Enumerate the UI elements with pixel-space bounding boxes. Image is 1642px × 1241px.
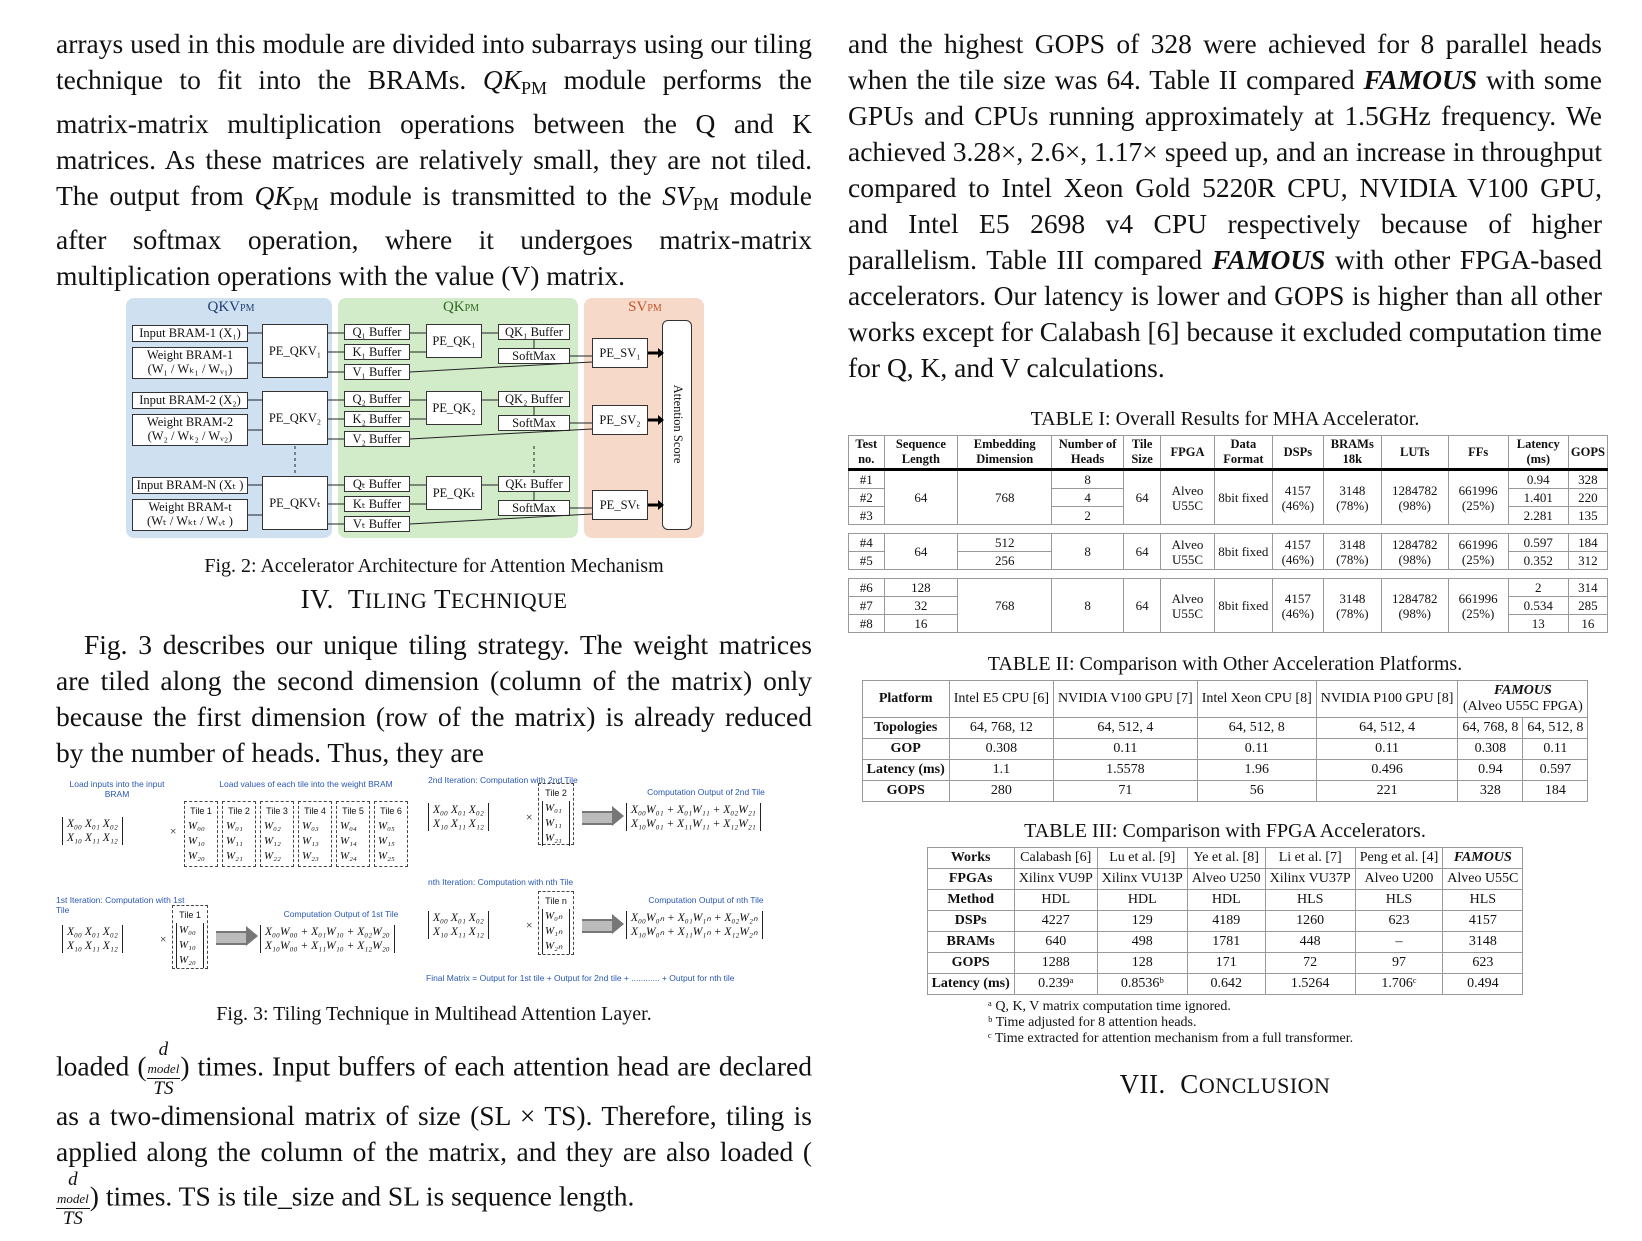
t3-row — [927, 869, 1523, 890]
t2-cell: 328 — [1458, 781, 1523, 802]
fig3-label-itern: nth Iteration: Computation with nth Tile — [428, 877, 574, 887]
t1-header-cell: BRAMs 18k — [1323, 436, 1381, 470]
t3-cell: Alveo U250 — [1187, 869, 1265, 890]
t3-row — [927, 890, 1523, 911]
q-buffer-2: Q₂ Buffer — [344, 391, 410, 407]
t3-cell: 498 — [1097, 932, 1187, 953]
t2-header-famous: FAMOUS (Alveo U55C FPGA) — [1458, 681, 1588, 718]
t1-header-cell: LUTs — [1381, 436, 1448, 470]
t3-cell: 0.642 — [1187, 974, 1265, 995]
t1-header-cell: GOPS — [1568, 436, 1607, 470]
pe-sv-t: PE_SVₜ — [592, 490, 648, 520]
t3-header-col: Lu et al. [9] — [1097, 848, 1187, 869]
t3-cell: Xilinx VU37P — [1265, 869, 1355, 890]
t3-cell: 1288 — [1014, 953, 1097, 974]
v-buffer-2: V₂ Buffer — [344, 431, 410, 447]
t3-cell: 1260 — [1265, 911, 1355, 932]
t1-cell: 1284782 (98%) — [1381, 470, 1448, 525]
figure-3-caption: Fig. 3: Tiling Technique in Multihead Attention Layer. — [216, 1003, 652, 1025]
t2-cell: 64, 512, 4 — [1054, 718, 1198, 739]
table-3-footnote-c: ᶜ Time extracted for attention mechanism from a full transformer. — [988, 1031, 1354, 1046]
t2-row — [862, 781, 1588, 802]
t3-cell: 0.494 — [1443, 974, 1523, 995]
t3-header-col: Calabash [6] — [1014, 848, 1097, 869]
t3-cell: 0.8536ᵇ — [1097, 974, 1187, 995]
fig3-times-2: × — [526, 812, 533, 824]
qk-pm-symbol: $QK_{PM}$ — [482, 64, 548, 98]
qkv-pm-label: QKVPM — [207, 299, 255, 315]
pe-qk-2: PE_QK₂ — [426, 391, 482, 425]
table-3-fpga-comparison — [927, 847, 1524, 995]
fig3-times-3: × — [160, 934, 167, 946]
t1-cell: 8 — [1052, 470, 1124, 489]
t3-header-famous: FAMOUS — [1443, 848, 1523, 869]
pe-qk-1: PE_QK₁ — [426, 324, 482, 358]
t1-cell: Alveo U55C — [1161, 579, 1215, 633]
fig3-input-matrix-itern: X₀₀ X₀₁ X₀₂ X₁₀ X₁₁ X₁₂ — [428, 911, 489, 939]
table-2-platform-comparison — [862, 680, 1589, 802]
fig3-label-iter2: 2nd Iteration: Computation with 2nd Tile — [428, 775, 578, 785]
t1-cell: 4157 (46%) — [1272, 579, 1323, 633]
softmax-t: SoftMax — [498, 500, 570, 516]
t3-cell: HLS — [1443, 890, 1523, 911]
t1-cell: 3148 (78%) — [1323, 470, 1381, 525]
t1-header-cell: Test no. — [849, 436, 885, 470]
fig3-label-load-values: Load values of each tile into the weight BRAM — [219, 779, 393, 789]
t3-cell: 1781 — [1187, 932, 1265, 953]
table-2-caption: TABLE II: Comparison with Other Acceleration Platforms. — [987, 653, 1463, 675]
t1-cell: 661996 (25%) — [1448, 470, 1508, 525]
t1-cell: 0.352 — [1508, 552, 1568, 570]
t2-cell: 71 — [1054, 781, 1198, 802]
t1-cell: 328 — [1568, 470, 1607, 489]
q-buffer-1: Q₁ Buffer — [344, 324, 410, 340]
fig3-arrow-n — [582, 919, 612, 933]
t1-cell: 8 — [1052, 534, 1124, 570]
t1-cell: 256 — [958, 552, 1052, 570]
t2-cell: 56 — [1197, 781, 1316, 802]
t3-row-label: DSPs — [927, 911, 1014, 932]
section-iv-heading: IV. TILING TECHNIQUE — [300, 584, 568, 614]
t1-cell: 0.597 — [1508, 534, 1568, 552]
figure-2-architecture — [126, 296, 746, 551]
t2-cell: 184 — [1523, 781, 1588, 802]
t1-cell: 16 — [1568, 615, 1607, 633]
t3-cell: 1.5264 — [1265, 974, 1355, 995]
t1-header-cell: Embedding Dimension — [958, 436, 1052, 470]
t1-cell: Alveo U55C — [1161, 470, 1215, 525]
t2-cell: 64, 512, 4 — [1316, 718, 1458, 739]
t1-cell: 2 — [1052, 507, 1124, 525]
t1-cell: 220 — [1568, 489, 1607, 507]
fig3-input-matrix-iter2: X₀₀ X₀₁ X₀₂ X₁₀ X₁₁ X₁₂ — [428, 803, 489, 831]
t3-row-label: GOPS — [927, 953, 1014, 974]
pe-qkv-t: PE_QKVₜ — [262, 476, 328, 530]
t1-header-cell: FPGA — [1161, 436, 1215, 470]
t1-cell: #7 — [849, 597, 885, 615]
t1-cell: 2.281 — [1508, 507, 1568, 525]
fig3-arrow-2 — [582, 811, 612, 825]
table-1-overall-results — [848, 435, 1608, 633]
pe-sv-1: PE_SV₁ — [592, 338, 648, 368]
fig3-tile: Tile 6 W₀₅ W₁₅ W₂₅ — [374, 801, 408, 867]
t2-header-col: NVIDIA P100 GPU [8] — [1316, 681, 1458, 718]
t3-cell: 0.239ᵃ — [1014, 974, 1097, 995]
softmax-2: SoftMax — [498, 415, 570, 431]
fig3-tile: Tile 2 W₀₁ W₁₁ W₂₁ — [222, 801, 256, 867]
weight-bram-2: Weight BRAM-2 (W₂ / Wₖ₂ / Wᵥ₂) — [132, 414, 248, 446]
t1-cell: 184 — [1568, 534, 1607, 552]
t3-row-label: BRAMs — [927, 932, 1014, 953]
t1-cell: 661996 (25%) — [1448, 579, 1508, 633]
fig3-tile: Tile 3 W₀₂ W₁₂ W₂₂ — [260, 801, 294, 867]
t1-cell: #2 — [849, 489, 885, 507]
t1-cell: 661996 (25%) — [1448, 534, 1508, 570]
fraction-dmodel-ts: d model TS — [147, 1039, 180, 1099]
t3-cell: 4157 — [1443, 911, 1523, 932]
t2-row-label: Latency (ms) — [862, 760, 949, 781]
t3-cell: HDL — [1097, 890, 1187, 911]
sv-pm-label: SVPM — [628, 299, 662, 315]
fig3-label-final: Final Matrix = Output for 1st tile + Output for 2nd tile + ............ + Output for nth tile — [426, 973, 735, 983]
t2-cell: 0.496 — [1316, 760, 1458, 781]
t3-cell: HLS — [1265, 890, 1355, 911]
t2-cell: 0.11 — [1316, 739, 1458, 760]
v-buffer-1: V₁ Buffer — [344, 364, 410, 380]
paragraph-left-2: Fig. 3 describes our unique tiling strategy. The weight matrices are tiled along the second dimension (column of the matrix) only because the first dimension (row of the matrix) is already reduced by the number of heads. Thus, they are — [56, 629, 812, 768]
t1-cell: 8bit fixed — [1214, 470, 1272, 525]
t1-cell: 64 — [1123, 579, 1160, 633]
t1-cell: 64 — [884, 470, 958, 525]
fig3-label-iter1: 1st Iteration: Computation with 1st Tile — [56, 895, 185, 915]
right-column — [848, 26, 1605, 1112]
t3-cell: 72 — [1265, 953, 1355, 974]
fig3-tilen-highlight: Tile n W₀ₙ W₁ₙ W₂ₙ — [538, 891, 574, 955]
fig3-label-outn: Computation Output of nth Tile — [648, 895, 764, 905]
input-bram-1: Input BRAM-1 (X₁) — [132, 325, 248, 342]
figure-3-tiling — [56, 771, 812, 1003]
t3-cell: Alveo U55C — [1443, 869, 1523, 890]
t1-header-cell: Number of Heads — [1052, 436, 1124, 470]
t3-row-label: Method — [927, 890, 1014, 911]
t3-cell: Xilinx VU9P — [1014, 869, 1097, 890]
t2-header-col: NVIDIA V100 GPU [7] — [1054, 681, 1198, 718]
fig3-times-1: × — [170, 826, 177, 838]
t2-row-label: GOPS — [862, 781, 949, 802]
t3-header-col: Li et al. [7] — [1265, 848, 1355, 869]
t2-row — [862, 760, 1588, 781]
t3-row-label: FPGAs — [927, 869, 1014, 890]
t1-cell: 16 — [884, 615, 958, 633]
qk-pm-label: QKPM — [442, 299, 480, 315]
t2-cell: 64, 768, 12 — [949, 718, 1053, 739]
t3-cell: 623 — [1443, 953, 1523, 974]
t1-cell: 64 — [884, 534, 958, 570]
t1-cell: 312 — [1568, 552, 1607, 570]
t2-header-col: Intel E5 CPU [6] — [949, 681, 1053, 718]
t1-cell: 32 — [884, 597, 958, 615]
weight-bram-1: Weight BRAM-1 (W₁ / Wₖ₁ / Wᵥ₁) — [132, 347, 248, 379]
t2-header-platform: Platform — [862, 681, 949, 718]
fig3-tile: Tile 1 W₀₀ W₁₀ W₂₀ — [184, 801, 218, 867]
t3-cell: 640 — [1014, 932, 1097, 953]
t1-cell: #6 — [849, 579, 885, 597]
t2-cell: 1.5578 — [1054, 760, 1198, 781]
t2-row — [862, 739, 1588, 760]
t1-cell: 314 — [1568, 579, 1607, 597]
t2-cell: 0.11 — [1523, 739, 1588, 760]
table-1-caption: TABLE I: Overall Results for MHA Accelerator. — [1030, 408, 1420, 430]
t3-row — [927, 932, 1523, 953]
section-vii-heading: VII. CONCLUSION — [1119, 1069, 1331, 1099]
t3-cell: 1.706ᶜ — [1355, 974, 1443, 995]
t2-cell: 0.308 — [949, 739, 1053, 760]
t2-cell: 0.94 — [1458, 760, 1523, 781]
t1-cell: #3 — [849, 507, 885, 525]
t1-cell: 285 — [1568, 597, 1607, 615]
t1-cell: 512 — [958, 534, 1052, 552]
t1-header-cell: Latency (ms) — [1508, 436, 1568, 470]
t1-cell: 4157 (46%) — [1272, 470, 1323, 525]
t1-header-cell: FFs — [1448, 436, 1508, 470]
t3-cell: 129 — [1097, 911, 1187, 932]
left-column — [56, 26, 812, 1228]
t3-cell: 4189 — [1187, 911, 1265, 932]
t1-cell: 4157 (46%) — [1272, 534, 1323, 570]
fig3-output-itern: X₀₀W₀ₙ + X₀₁W₁ₙ + X₀₂W₂ₙ X₁₀W₀ₙ + X₁₁W₁ₙ + X₁₂W₂ₙ — [626, 911, 763, 939]
t1-row — [849, 534, 1608, 552]
paragraph-right-1: and the highest GOPS of 328 were achieved for 8 parallel heads when the tile size was 64. Table II compared FAMOUS with some GPUs and CPUs running approximately at 1.5GHz frequency. We achieved 3.28×, 2.6×, 1.17× speed up, and an increase in throughput compared to Intel Xeon Gold 5220R CPU, NVIDIA V100 GPU, and Intel E5 2698 v4 CPU respectively because of higher parallelism. Table III compared FAMOUS with other FPGA-based accelerators. Our latency is lower and GOPS is higher than all other works except for Calabash [6] because it excluded computation time for Q, K, and V calculations. — [848, 28, 1602, 383]
t2-row-label: GOP — [862, 739, 949, 760]
t1-cell: 64 — [1123, 470, 1160, 525]
t3-cell: Alveo U200 — [1355, 869, 1443, 890]
t2-cell: 280 — [949, 781, 1053, 802]
k-buffer-t: Kₜ Buffer — [344, 496, 410, 512]
t3-cell: HDL — [1014, 890, 1097, 911]
fig3-label-out1: Computation Output of 1st Tile — [283, 909, 399, 919]
t1-cell: 8bit fixed — [1214, 534, 1272, 570]
fig2-connectors — [126, 296, 746, 551]
t3-header-col: Peng et al. [4] — [1355, 848, 1443, 869]
t3-cell: 448 — [1265, 932, 1355, 953]
t3-header-works: Works — [927, 848, 1014, 869]
fig3-input-matrix-top: X₀₀ X₀₁ X₀₂ X₁₀ X₁₁ X₁₂ — [62, 817, 123, 845]
t2-cell: 1.96 — [1197, 760, 1316, 781]
t2-cell: 0.11 — [1197, 739, 1316, 760]
t3-header-col: Ye et al. [8] — [1187, 848, 1265, 869]
paragraph-left-1: arrays used in this module are divided into subarrays using our tiling technique to fit into the BRAMs. $QK_{PM}$ module performs the matrix-matrix multiplication operations between the Q and K matrices. As these matrices are relatively small, they are not tiled. The output from $QK_{PM}$ module is transmitted to the $SV_{PM}$ module after softmax operation, where it undergoes matrix-matrix multiplication operations with the value (V) matrix. — [56, 28, 813, 291]
t2-cell: 221 — [1316, 781, 1458, 802]
t2-cell: 0.11 — [1054, 739, 1198, 760]
input-bram-2: Input BRAM-2 (X₂) — [132, 392, 248, 409]
fig3-arrow-1 — [216, 931, 246, 945]
t1-cell: Alveo U55C — [1161, 534, 1215, 570]
weight-bram-t: Weight BRAM-t (Wₜ / Wₖₜ / Wᵥₜ ) — [132, 499, 248, 531]
k-buffer-2: K₂ Buffer — [344, 411, 410, 427]
t1-cell: 135 — [1568, 507, 1607, 525]
fig3-tile2-highlight: Tile 2 W₀₁ W₁₁ W₂₁ — [538, 783, 574, 845]
t2-cell: 64, 512, 8 — [1197, 718, 1316, 739]
sv-pm-symbol: $SV_{PM}$ — [662, 180, 719, 214]
t1-cell: 2 — [1508, 579, 1568, 597]
fig3-tile1-highlight: Tile 1 W₀₀ W₁₀ W₂₀ — [172, 905, 208, 969]
t2-row — [862, 718, 1588, 739]
t3-row — [927, 974, 1523, 995]
t1-cell: 0.94 — [1508, 470, 1568, 489]
k-buffer-1: K₁ Buffer — [344, 344, 410, 360]
fraction-dmodel-ts-2: d model TS — [57, 1169, 89, 1229]
t3-cell: 3148 — [1443, 932, 1523, 953]
t1-row — [849, 470, 1608, 489]
t1-cell: #4 — [849, 534, 885, 552]
t3-cell: 97 — [1355, 953, 1443, 974]
fig3-output-iter1: X₀₀W₀₀ + X₀₁W₁₀ + X₀₂W₂₀ X₁₀W₀₀ + X₁₁W₁₀ + X₁₂W₂₀ — [260, 925, 395, 953]
t2-cell: 0.597 — [1523, 760, 1588, 781]
pe-sv-2: PE_SV₂ — [592, 405, 648, 435]
t1-cell: #1 — [849, 470, 885, 489]
t1-cell: #8 — [849, 615, 885, 633]
t3-row — [927, 911, 1523, 932]
qk-buffer-t: QKₜ Buffer — [498, 476, 570, 492]
table-3-footnote-a: ᵃ Q, K, V matrix computation time ignored. — [988, 999, 1231, 1014]
t2-cell: 1.1 — [949, 760, 1053, 781]
table-3-footnote-b: ᵇ Time adjusted for 8 attention heads. — [988, 1015, 1197, 1030]
input-bram-n: Input BRAM-N (Xₜ ) — [132, 477, 248, 494]
qk-buffer-1: QK₁ Buffer — [498, 324, 570, 340]
t1-cell: 3148 (78%) — [1323, 534, 1381, 570]
t3-cell: – — [1355, 932, 1443, 953]
figure-2-caption: Fig. 2: Accelerator Architecture for Attention Mechanism — [204, 555, 664, 577]
t3-cell: Xilinx VU13P — [1097, 869, 1187, 890]
t1-cell: 4 — [1052, 489, 1124, 507]
t1-cell: 1284782 (98%) — [1381, 534, 1448, 570]
t2-header-col: Intel Xeon CPU [8] — [1197, 681, 1316, 718]
t1-header-cell: Tile Size — [1123, 436, 1160, 470]
t2-cell: 64, 768, 8 — [1458, 718, 1523, 739]
t3-cell: HLS — [1355, 890, 1443, 911]
pe-qkv-1: PE_QKV₁ — [262, 324, 328, 378]
t3-cell: 4227 — [1014, 911, 1097, 932]
t2-cell: 64, 512, 8 — [1523, 718, 1588, 739]
t1-cell: 768 — [958, 579, 1052, 633]
pe-qkv-2: PE_QKV₂ — [262, 391, 328, 445]
q-buffer-t: Qₜ Buffer — [344, 476, 410, 492]
fig3-output-iter2: X₀₀W₀₁ + X₀₁W₁₁ + X₀₂W₂₁ X₁₀W₀₁ + X₁₁W₁₁ + X₁₂W₂₁ — [626, 803, 761, 831]
t1-header-cell: Data Format — [1214, 436, 1272, 470]
t1-cell: 0.534 — [1508, 597, 1568, 615]
t3-cell: HDL — [1187, 890, 1265, 911]
t1-cell: 8bit fixed — [1214, 579, 1272, 633]
t1-cell: 13 — [1508, 615, 1568, 633]
fig3-label-load-inputs: Load inputs into the input BRAM — [69, 779, 165, 799]
qk-buffer-2: QK₂ Buffer — [498, 391, 570, 407]
t3-row — [927, 953, 1523, 974]
fig3-times-4: × — [526, 920, 533, 932]
fig3-input-matrix-iter1: X₀₀ X₀₁ X₀₂ X₁₀ X₁₁ X₁₂ — [62, 925, 123, 953]
t1-header-cell: Sequence Length — [884, 436, 958, 470]
t1-cell: 8 — [1052, 579, 1124, 633]
t1-cell: #5 — [849, 552, 885, 570]
t1-cell: 768 — [958, 470, 1052, 525]
pe-qk-t: PE_QKₜ — [426, 476, 482, 510]
t3-cell: 171 — [1187, 953, 1265, 974]
t1-cell: 64 — [1123, 534, 1160, 570]
t1-cell: 3148 (78%) — [1323, 579, 1381, 633]
t1-cell: 1284782 (98%) — [1381, 579, 1448, 633]
fig3-label-out2: Computation Output of 2nd Tile — [647, 787, 765, 797]
t3-row-label: Latency (ms) — [927, 974, 1014, 995]
t1-header-cell: DSPs — [1272, 436, 1323, 470]
fig3-tile: Tile 5 W₀₄ W₁₄ W₂₄ — [336, 801, 370, 867]
t1-cell: 1.401 — [1508, 489, 1568, 507]
fig3-tile: Tile 4 W₀₃ W₁₃ W₂₃ — [298, 801, 332, 867]
t3-cell: 128 — [1097, 953, 1187, 974]
attention-score-block: Attention Score — [662, 320, 692, 530]
t1-row — [849, 579, 1608, 597]
t2-row-label: Topologies — [862, 718, 949, 739]
table-3-caption: TABLE III: Comparison with FPGA Accelerators. — [1024, 820, 1426, 842]
v-buffer-t: Vₜ Buffer — [344, 516, 410, 532]
t3-cell: 623 — [1355, 911, 1443, 932]
paragraph-left-3: loaded ( d model TS ) times. Input buffers of each attention head are declared as a two-dimensional matrix of size (SL × TS). Therefore, tiling is applied along the column of the matrix, and they are also loaded ( d model TS ) times. TS is tile_size and SL is sequence length. — [56, 1039, 812, 1229]
t2-cell: 0.308 — [1458, 739, 1523, 760]
t1-cell: 128 — [884, 579, 958, 597]
softmax-1: SoftMax — [498, 348, 570, 364]
